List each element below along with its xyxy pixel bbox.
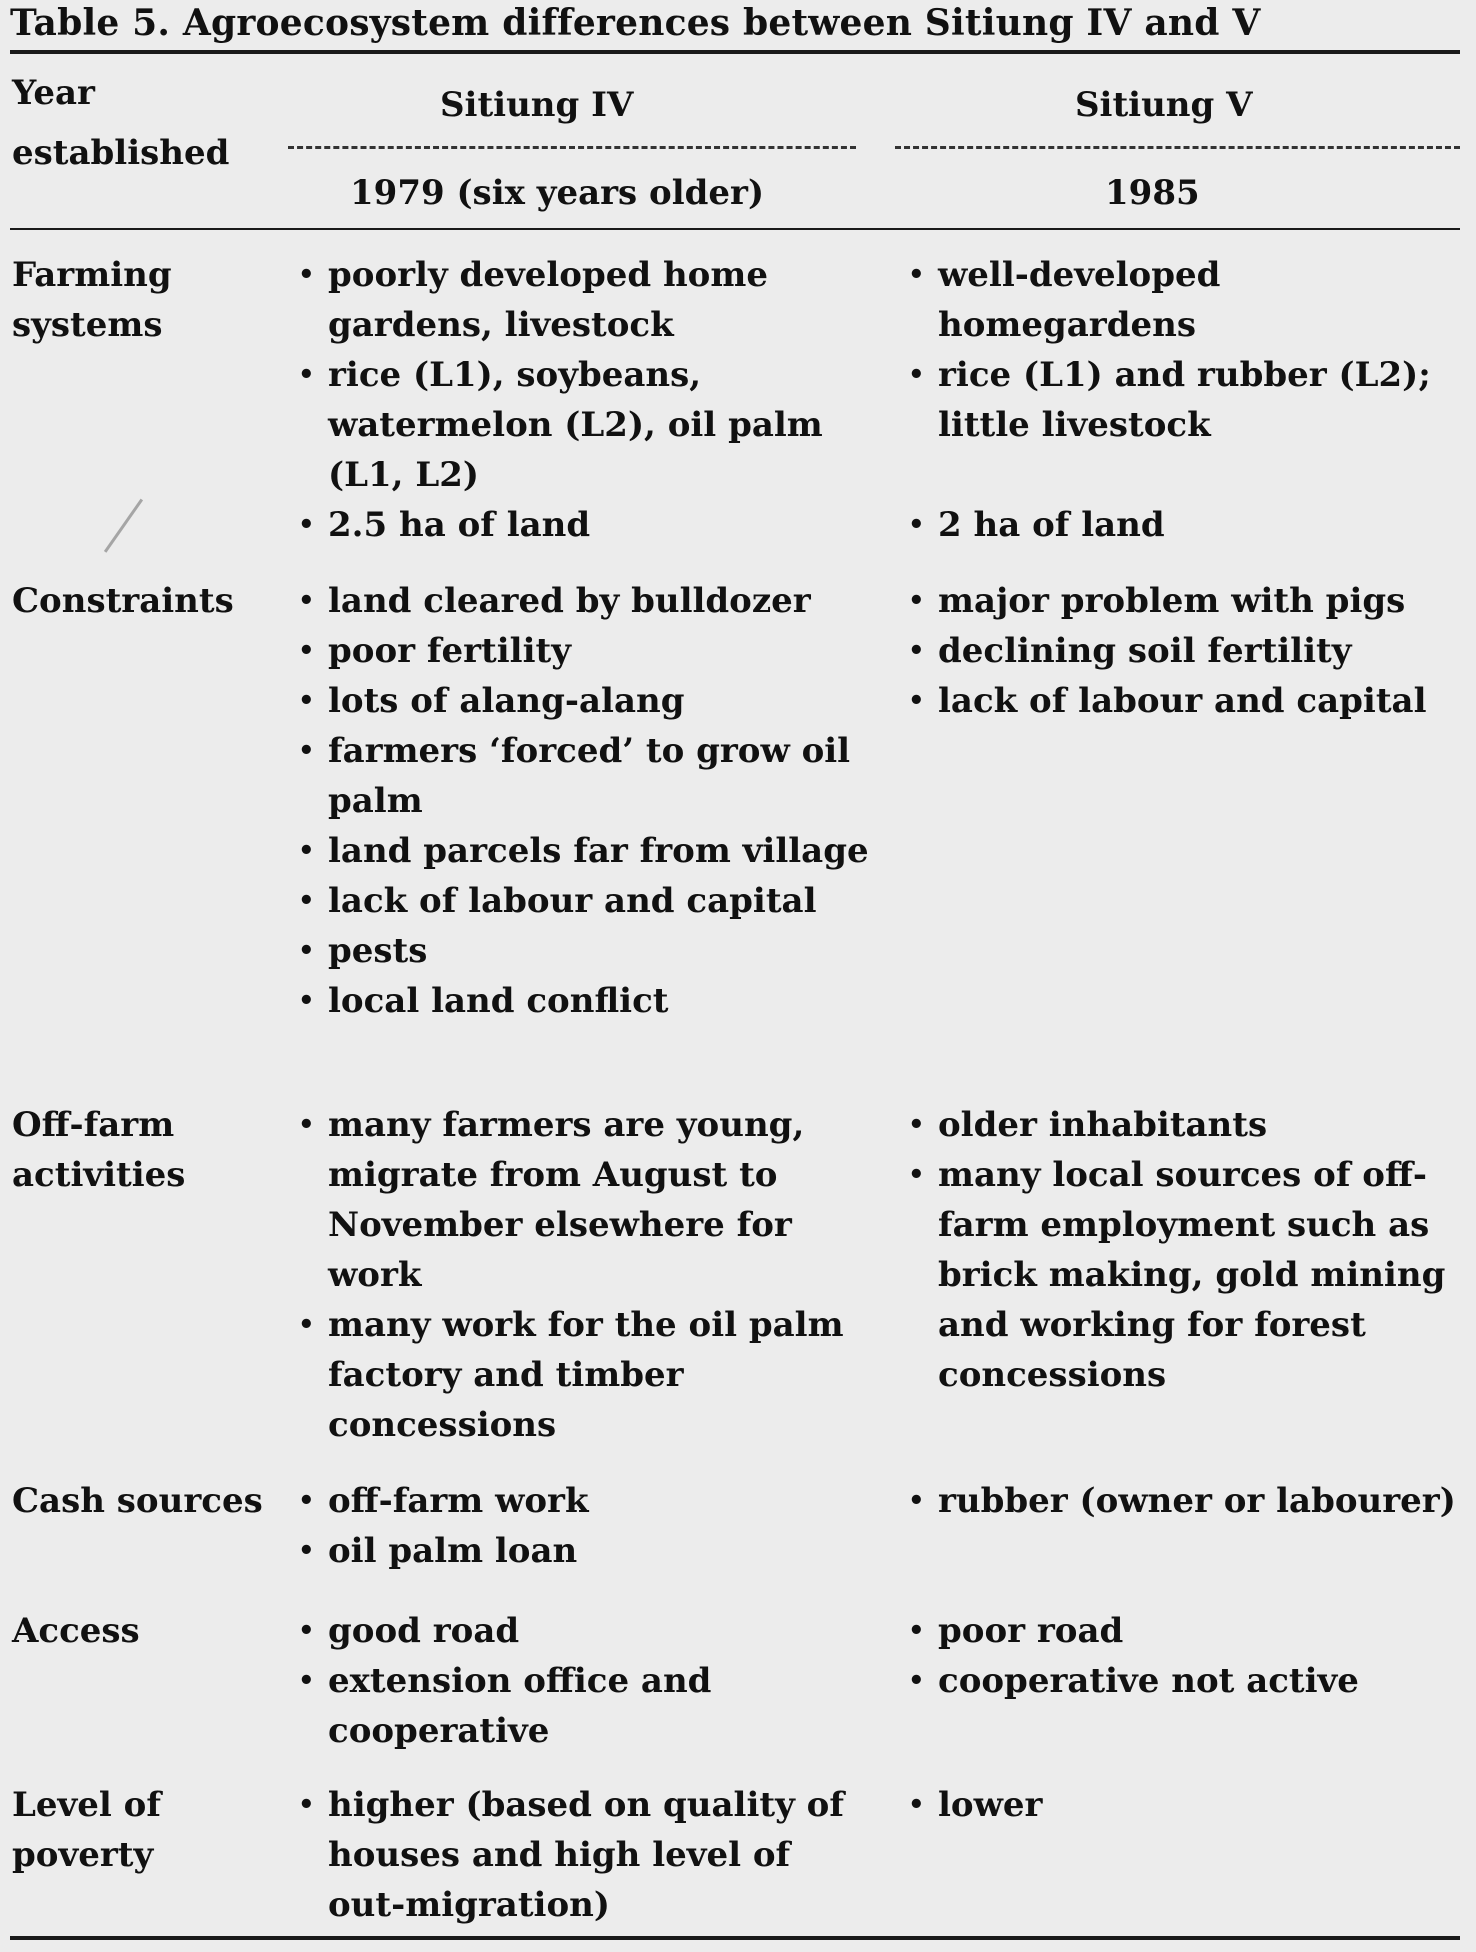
list-item: • farmers ‘forced’ to grow oil palm <box>290 726 870 826</box>
col-v-dashed-rule <box>895 146 1460 149</box>
row-label-constraints: Constraints <box>12 581 234 621</box>
col-header-sitiung-iv: Sitiung IV <box>440 85 634 125</box>
list-item: • extension office and cooperative <box>290 1656 870 1756</box>
poverty-sitiung-v <box>900 1780 1470 1830</box>
list-item: • land cleared by bulldozer <box>290 576 870 626</box>
cash-sources-sitiung-iv <box>290 1476 870 1576</box>
pen-mark <box>104 499 161 566</box>
list-item: • lower <box>900 1780 1470 1830</box>
year-sitiung-iv: 1979 (six years older) <box>350 173 765 213</box>
list-item: • many local sources of off-farm employment such as brick making, gold mining and working for forest concessions <box>900 1150 1470 1400</box>
row-label-access: Access <box>12 1611 140 1651</box>
farming-systems-sitiung-iv <box>290 250 870 550</box>
off-farm-sitiung-v <box>900 1100 1470 1400</box>
list-item: • land parcels far from village <box>290 826 870 876</box>
list-item: • many work for the oil palm factory and timber concessions <box>290 1300 870 1450</box>
list-item: • rubber (owner or labourer) <box>900 1476 1470 1526</box>
list-item: • 2.5 ha of land <box>290 500 870 550</box>
row-label-cash-sources: Cash sources <box>12 1481 263 1521</box>
access-sitiung-iv <box>290 1606 870 1756</box>
list-item: • good road <box>290 1606 870 1656</box>
poverty-sitiung-iv <box>290 1780 870 1930</box>
list-item: • poorly developed home gardens, livestock <box>290 250 870 350</box>
bottom-rule <box>10 1936 1460 1940</box>
list-item: • local land conflict <box>290 976 870 1026</box>
row-label-level-of-poverty: Level of poverty <box>12 1785 161 1875</box>
list-item: • rice (L1) and rubber (L2); little livestock <box>900 350 1470 450</box>
title-rule <box>10 50 1460 54</box>
year-label-line1: Year <box>12 73 95 113</box>
access-sitiung-v <box>900 1606 1470 1706</box>
list-item: • off-farm work <box>290 1476 870 1526</box>
list-item: • pests <box>290 926 870 976</box>
year-sitiung-v: 1985 <box>1105 173 1200 213</box>
list-item: • poor road <box>900 1606 1470 1656</box>
list-item: • rice (L1), soybeans, watermelon (L2), oil palm (L1, L2) <box>290 350 870 500</box>
row-label-farming-systems: Farming systems <box>12 255 172 345</box>
list-item: • lots of alang-alang <box>290 676 870 726</box>
cash-sources-sitiung-v <box>900 1476 1470 1526</box>
list-item: • declining soil fertility <box>900 626 1470 676</box>
list-item: • oil palm loan <box>290 1526 870 1576</box>
list-item: • many farmers are young, migrate from August to November elsewhere for work <box>290 1100 870 1300</box>
col-iv-dashed-rule <box>288 146 856 149</box>
year-label-line2: established <box>12 133 230 173</box>
list-item: • 2 ha of land <box>900 500 1470 550</box>
list-item: • higher (based on quality of houses and high level of out-migration) <box>290 1780 870 1930</box>
list-item: • well-developed homegardens <box>900 250 1470 350</box>
constraints-sitiung-v <box>900 576 1470 726</box>
header-rule <box>10 228 1460 230</box>
list-item: • major problem with pigs <box>900 576 1470 626</box>
col-header-sitiung-v: Sitiung V <box>1075 85 1253 125</box>
farming-systems-sitiung-v <box>900 250 1470 550</box>
off-farm-sitiung-iv <box>290 1100 870 1450</box>
list-item: • lack of labour and capital <box>900 676 1470 726</box>
row-label-off-farm-activities: Off-farm activities <box>12 1105 186 1195</box>
list-item: • cooperative not active <box>900 1656 1470 1706</box>
constraints-sitiung-iv <box>290 576 870 1026</box>
list-item: • older inhabitants <box>900 1100 1470 1150</box>
list-item: • lack of labour and capital <box>290 876 870 926</box>
list-item: • poor fertility <box>290 626 870 676</box>
table-title: Table 5. Agroecosystem differences between Sitiung IV and V <box>10 2 1261 44</box>
